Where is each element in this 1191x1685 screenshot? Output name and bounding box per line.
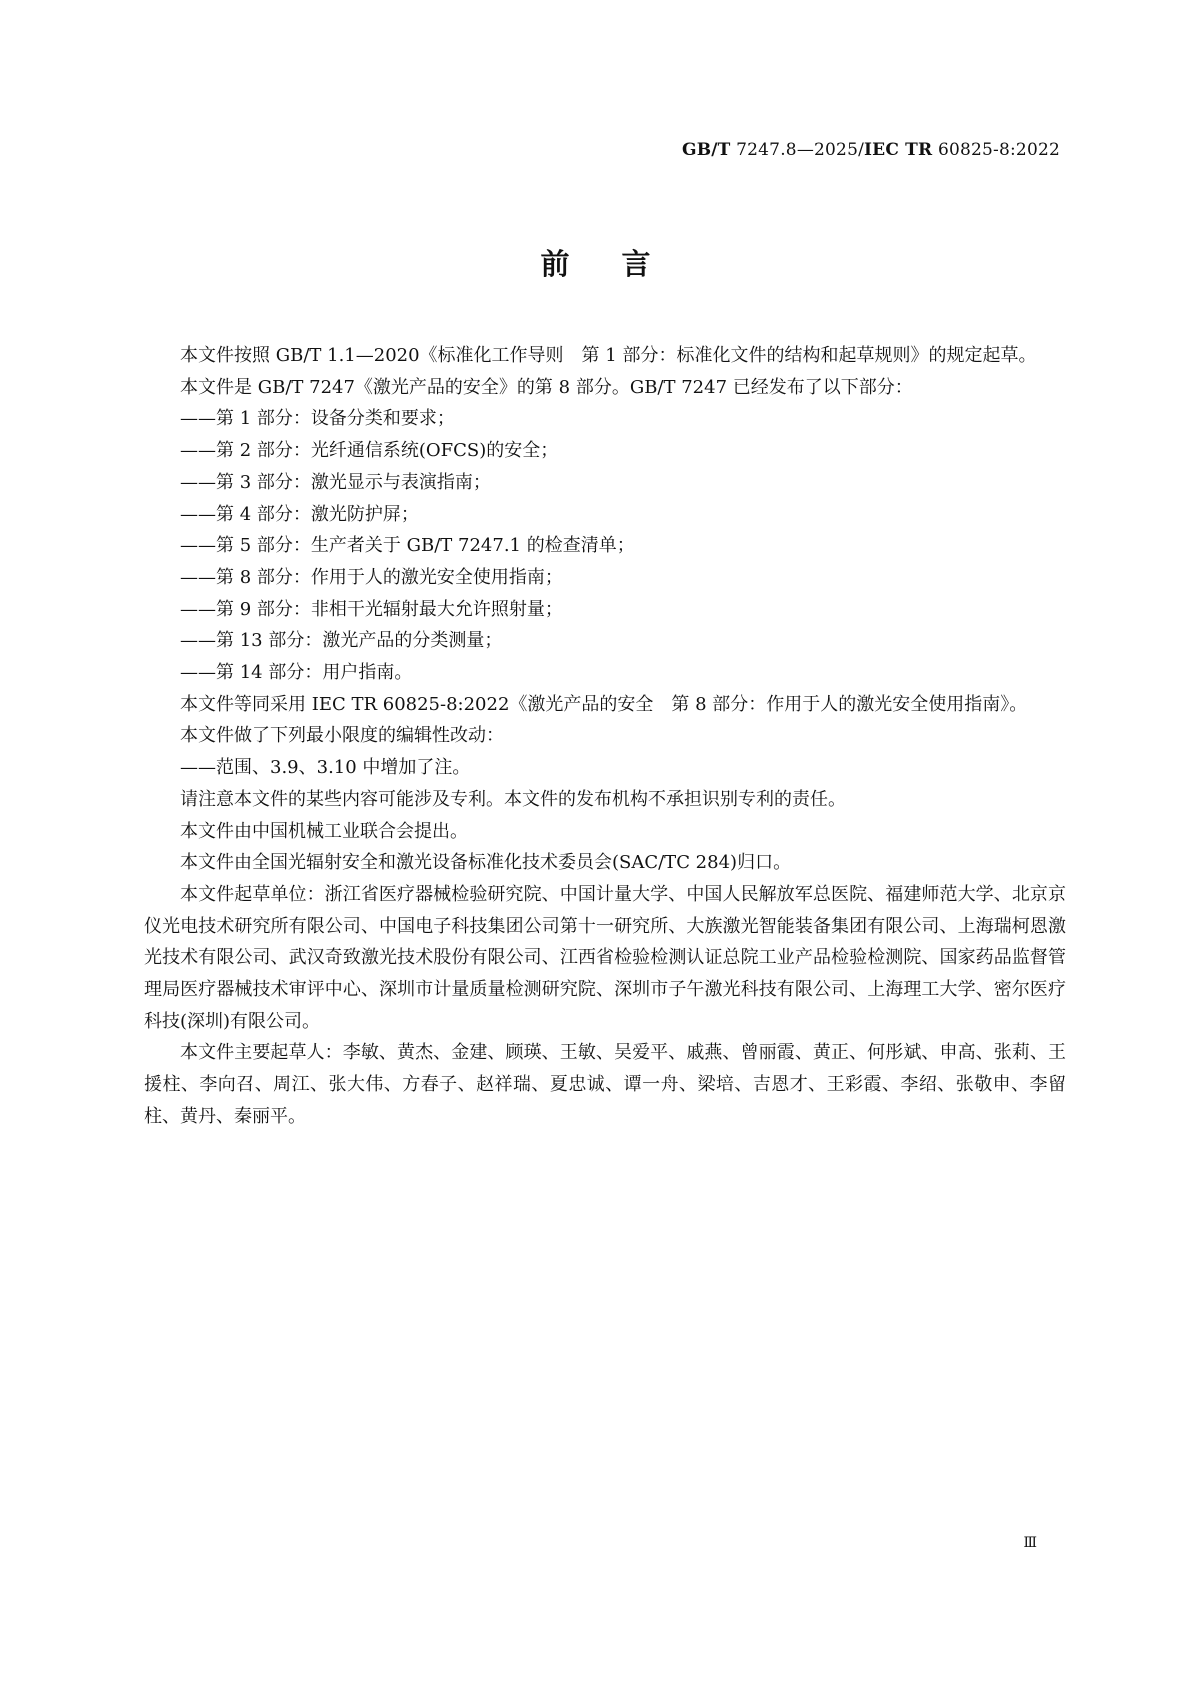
paragraph-drafters: 本文件主要起草人：李敏、黄杰、金建、顾瑛、王敏、吴爱平、戚燕、曾丽霞、黄正、何彤斌、申高、张莉、王援柱、李向召、周江、张大伟、方春子、赵祥瑞、夏忠诚、谭一舟、梁培、吉恩才、王彩霞、李绍、张敬申、李留柱、黄丹、秦丽平。 — [144, 1042, 1066, 1127]
page-title: 前言 — [540, 247, 703, 281]
list-item-part-1: ——第 1 部分：设备分类和要求； — [180, 408, 455, 430]
paragraph-under-jurisdiction: 本文件由全国光辐射安全和激光设备标准化技术委员会(SAC/TC 284)归口。 — [180, 852, 792, 874]
list-item-editorial-change: ——范围、3.9、3.10 中增加了注。 — [180, 757, 471, 779]
paragraph-editorial-changes: 本文件做了下列最小限度的编辑性改动： — [180, 725, 504, 747]
list-item-part-8: ——第 8 部分：作用于人的激光安全使用指南； — [180, 566, 563, 588]
paragraph-drafting-organizations: 本文件起草单位：浙江省医疗器械检验研究院、中国计量大学、中国人民解放军总医院、福建师范大学、北京京仪光电技术研究所有限公司、中国电子科技集团公司第十一研究所、大族激光智能装备集团有限公司、上海瑞柯恩激光技术有限公司、武汉奇致激光技术股份有限公司、江西省检验检测认证总院工业产品检验检测院、国家药品监督管理局医疗器械技术审评中心、深圳市计量质量检测研究院、深圳市子午激光科技有限公司、上海理工大学、密尔医疗科技(深圳)有限公司。 — [144, 883, 1066, 1032]
list-item-part-9: ——第 9 部分：非相干光辐射最大允许照射量； — [180, 598, 563, 620]
paragraph-part-intro: 本文件是 GB/T 7247《激光产品的安全》的第 8 部分。GB/T 7247 已经发布了以下部分： — [180, 376, 913, 398]
list-item-part-2: ——第 2 部分：光纤通信系统(OFCS)的安全； — [180, 440, 559, 462]
list-item-part-13: ——第 13 部分：激光产品的分类测量； — [180, 630, 503, 652]
paragraph-equivalence: 本文件等同采用 IEC TR 60825-8:2022《激光产品的安全 第 8 部分：作用于人的激光安全使用指南》。 — [180, 693, 1028, 715]
list-item-part-3: ——第 3 部分：激光显示与表演指南； — [180, 471, 491, 493]
standard-prefix-iec: IEC TR — [864, 140, 933, 160]
list-item-part-5: ——第 5 部分：生产者关于 GB/T 7247.1 的检查清单； — [180, 535, 635, 557]
paragraph-patent-notice: 请注意本文件的某些内容可能涉及专利。本文件的发布机构不承担识别专利的责任。 — [180, 788, 846, 810]
paragraph-drafting-rule: 本文件按照 GB/T 1.1—2020《标准化工作导则 第 1 部分：标准化文件的结构和起草规则》的规定起草。 — [180, 345, 1037, 366]
standard-prefix-gbt: GB/T — [681, 140, 731, 160]
standard-number-iec: 60825-8:2022 — [932, 140, 1060, 160]
list-item-part-14: ——第 14 部分：用户指南。 — [180, 662, 413, 684]
paragraph-proposed-by: 本文件由中国机械工业联合会提出。 — [180, 820, 468, 842]
page-number: Ⅲ — [1023, 1535, 1037, 1551]
standard-number-main: 7247.8—2025/ — [730, 140, 865, 160]
standard-number — [682, 140, 1060, 160]
foreword-body — [144, 340, 1066, 1133]
list-item-part-4: ——第 4 部分：激光防护屏； — [180, 503, 419, 525]
